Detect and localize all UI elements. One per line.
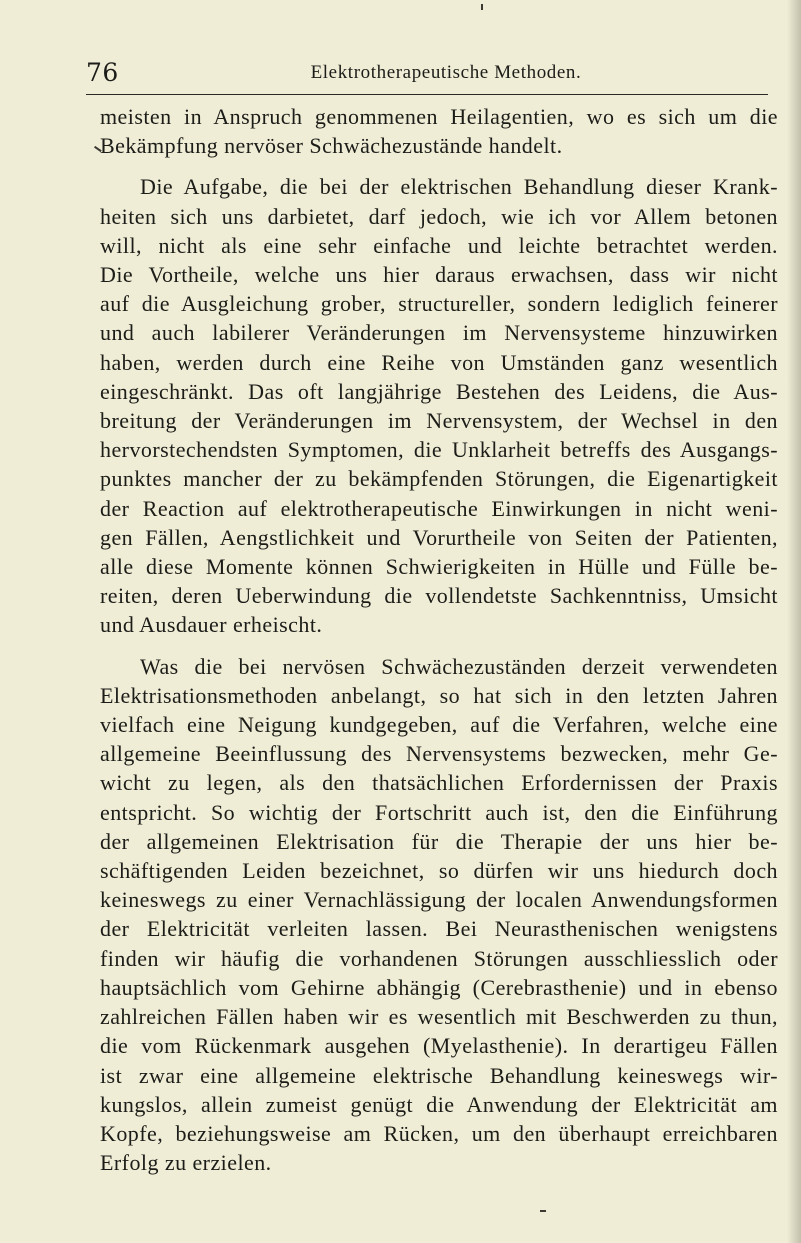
text-line: der Reaction auf elektrotherapeutische Einwirkungen in nicht weni-	[100, 495, 778, 521]
text-line: Die Vortheile, welche uns hier daraus erwachsen, dass wir nicht	[100, 262, 778, 288]
text-line: Erfolg zu erzielen.	[100, 1150, 272, 1176]
text-line: zahlreichen Fällen haben wir es wesentlich mit Beschwerden zu thun,	[100, 1004, 778, 1030]
text-line: gen Fällen, Aengstlichkeit und Vorurtheile von Seiten der Patienten,	[100, 524, 778, 550]
page-edge-shadow	[787, 0, 801, 1243]
stray-mark-bottom	[540, 1210, 546, 1212]
text-line: Bekämpfung nervöser Schwächezustände handelt.	[100, 133, 563, 159]
paragraph	[100, 102, 778, 160]
text-line: eingeschränkt. Das oft langjährige Bestehen des Leidens, die Aus-	[100, 378, 778, 404]
stray-mark-top	[481, 4, 483, 10]
running-header	[86, 58, 766, 92]
text-line: heiten sich uns darbietet, darf jedoch, wie ich vor Allem betonen	[100, 203, 778, 229]
text-line: wicht zu legen, als den thatsächlichen Erfordernissen der Praxis	[100, 770, 778, 796]
text-line: hauptsächlich vom Gehirne abhängig (Cerebrasthenie) und in ebenso	[100, 974, 778, 1000]
page-number: 76	[86, 58, 119, 87]
text-line: entspricht. So wichtig der Fortschritt auch ist, den die Einführung	[100, 799, 778, 825]
text-line: auf die Ausgleichung grober, structureller, sondern lediglich feinerer	[100, 291, 778, 317]
paragraph	[100, 652, 778, 1178]
text-line: keineswegs zu einer Vernachlässigung der localen Anwendungsformen	[100, 887, 778, 913]
text-line: allgemeine Beeinflussung des Nervensystems bezwecken, mehr Ge-	[100, 741, 778, 767]
text-line: vielfach eine Neigung kundgegeben, auf die Verfahren, welche eine	[100, 712, 778, 738]
text-line: Die Aufgabe, die bei der elektrischen Behandlung dieser Krank-	[140, 174, 778, 200]
header-rule	[86, 94, 768, 95]
text-line: kungslos, allein zumeist genügt die Anwendung der Elektricität am	[100, 1091, 778, 1117]
text-line: hervorstechendsten Symptomen, die Unklarheit betreffs des Ausgangs-	[100, 437, 778, 463]
body-text	[100, 102, 778, 1177]
text-line: der Elektricität verleiten lassen. Bei Neurasthenischen wenigstens	[100, 916, 778, 942]
text-line: haben, werden durch eine Reihe von Umständen ganz wesentlich	[100, 349, 778, 375]
text-line: Was die bei nervösen Schwächezuständen derzeit verwendeten	[140, 653, 778, 679]
text-line: die vom Rückenmark ausgehen (Myelasthenie). In derartigeu Fällen	[100, 1033, 778, 1059]
text-line: alle diese Momente können Schwierigkeiten in Hülle und Fülle be-	[100, 554, 778, 580]
text-line: Kopfe, beziehungsweise am Rücken, um den überhaupt erreichbaren	[100, 1120, 778, 1146]
running-title: Elektrotherapeutische Methoden.	[310, 62, 582, 83]
text-line: schäftigenden Leiden bezeichnet, so dürfen wir uns hiedurch doch	[100, 858, 778, 884]
text-line: meisten in Anspruch genommenen Heilagentien, wo es sich um die	[100, 104, 778, 129]
text-line: der allgemeinen Elektrisation für die Therapie der uns hier be-	[100, 828, 778, 854]
text-line: ist zwar eine allgemeine elektrische Behandlung keineswegs wir-	[100, 1062, 778, 1088]
text-line: will, nicht als eine sehr einfache und leichte betrachtet werden.	[100, 232, 778, 258]
text-line: finden wir häufig die vorhandenen Störungen ausschliesslich oder	[100, 945, 778, 971]
text-line: und Ausdauer erheischt.	[100, 612, 323, 638]
text-line: reiten, deren Ueberwindung die vollendetste Sachkenntniss, Umsicht	[100, 583, 778, 609]
text-line: und auch labilerer Veränderungen im Nervensysteme hinzuwirken	[100, 320, 778, 346]
text-line: breitung der Veränderungen im Nervensystem, der Wechsel in den	[100, 408, 778, 434]
text-line: punktes mancher der zu bekämpfenden Störungen, die Eigenartigkeit	[100, 466, 778, 492]
text-line: Elektrisationsmethoden anbelangt, so hat sich in den letzten Jahren	[100, 682, 778, 708]
paragraph	[100, 172, 778, 639]
